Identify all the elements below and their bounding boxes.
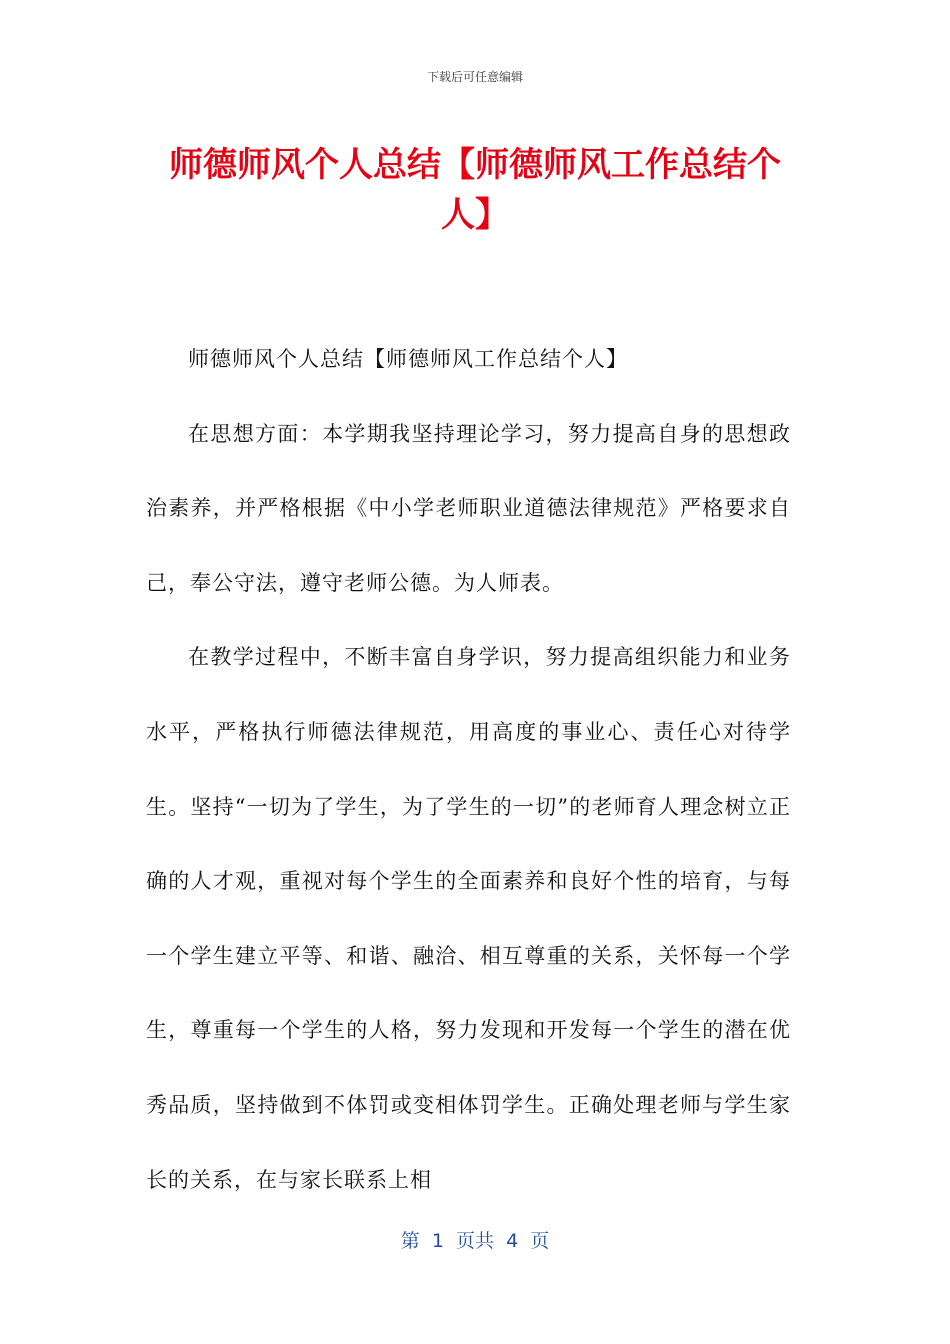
document-body bbox=[146, 322, 791, 1217]
paragraph-subtitle: 师德师风个人总结【师德师风工作总结个人】 bbox=[188, 347, 628, 371]
document-title: 师德师风个人总结【师德师风工作总结个人】 bbox=[169, 145, 781, 235]
paragraph-teaching: 在教学过程中，不断丰富自身学识，努力提高组织能力和业务水平，严格执行师德法律规范，用高度的事业心、责任心对待学生。坚持“一切为了学生，为了学生的一切”的老师育人理念树立正确的人才观，重视对每个学生的全面素养和良好个性的培育，与每一个学生建立平等、和谐、融洽、相互尊重的关系，关怀每一个学生，尊重每一个学生的人格，努力发现和开发每一个学生的潜在优秀品质，坚持做到不体罚或变相体罚学生。正确处理老师与学生家长的关系，在与家长联系上相 bbox=[146, 645, 791, 1192]
page-number-footer: 第 1 页共 4 页 bbox=[400, 1230, 550, 1252]
header-note: 下载后可任意编辑 bbox=[426, 70, 523, 84]
paragraph-ideology: 在思想方面：本学期我坚持理论学习，努力提高自身的思想政治素养，并严格根据《中小学老师职业道德法律规范》严格要求自己，奉公守法，遵守老师公德。为人师表。 bbox=[146, 421, 791, 595]
